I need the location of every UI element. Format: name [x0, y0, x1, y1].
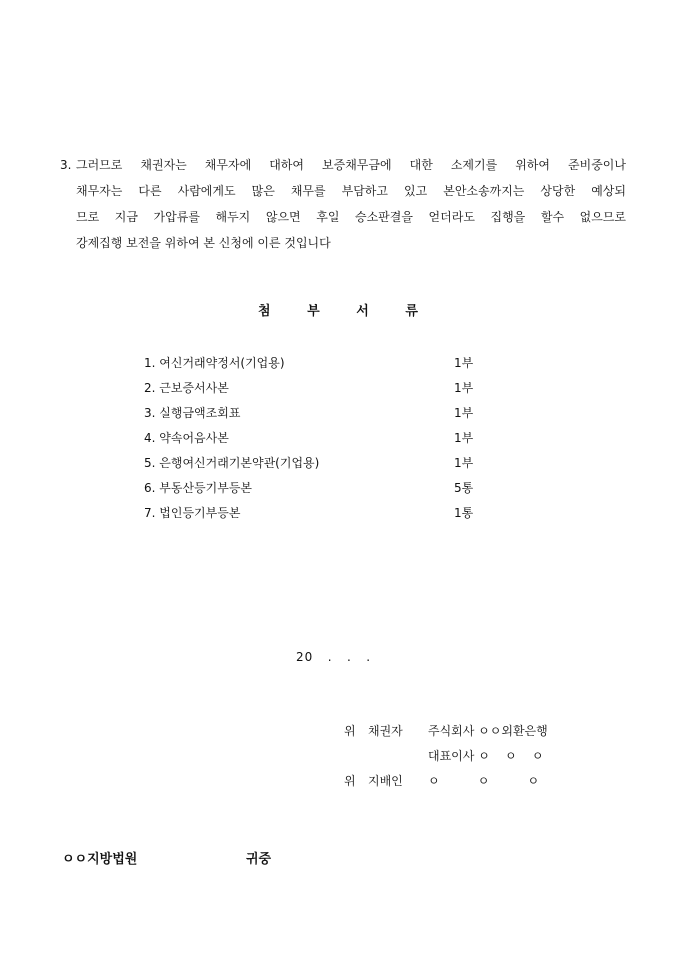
court-honorific: 귀중: [246, 852, 272, 867]
reason-line: [60, 178, 626, 204]
heading-char: 류: [405, 304, 418, 319]
attachment-name: 7. 법인등기부등본: [144, 506, 241, 520]
list-item: [144, 425, 484, 450]
attachments-list: [144, 350, 484, 525]
list-item: [144, 350, 484, 375]
creditor-label: 채권자: [368, 724, 403, 738]
signature-block: [344, 718, 548, 793]
list-item: [144, 475, 484, 500]
reason-line: [60, 230, 626, 256]
attachment-qty: 1통: [454, 506, 474, 520]
attachment-name: 4. 약속어음사본: [144, 431, 229, 445]
list-item: [144, 500, 484, 525]
attachment-name: 1. 여신거래약정서(기업용): [144, 356, 285, 370]
list-item: [144, 450, 484, 475]
heading-char: 부: [307, 304, 320, 319]
reason-text: 채무자는 다른 사람에게도 많은 채무를 부담하고 있고 본안소송까지는 상당한 예상되: [76, 184, 626, 198]
creditor-name: 주식회사 ㅇㅇ외환은행: [428, 724, 548, 738]
debtor-label: 지배인: [368, 774, 403, 788]
attachments-heading: [258, 300, 418, 319]
attachment-qty: 1부: [454, 356, 474, 370]
attachment-qty: 1부: [454, 456, 474, 470]
court-name: ㅇㅇ지방법원: [62, 852, 138, 867]
attachment-qty: 5통: [454, 481, 474, 495]
filing-date: 20 . . .: [296, 650, 372, 664]
reason-text: 므로 지금 가압류를 해두지 않으면 후일 승소판결을 얻더라도 집행을 할수 없으므로: [76, 210, 626, 224]
court-addressee: [62, 848, 272, 867]
reason-number: 3.: [60, 158, 72, 172]
representative-label: 대표이사: [428, 749, 475, 763]
attachment-name: 3. 실행금액조회표: [144, 406, 241, 420]
creditor-row: [344, 718, 548, 743]
debtor-prefix: 위: [344, 774, 356, 788]
reason-line: [60, 152, 626, 178]
attachment-name: 2. 근보증서사본: [144, 381, 229, 395]
reason-line: [60, 204, 626, 230]
attachment-name: 5. 은행여신거래기본약관(기업용): [144, 456, 320, 470]
representative-name: ㅇ ㅇ ㅇ: [478, 749, 544, 763]
attachment-qty: 1부: [454, 431, 474, 445]
heading-char: 첨: [258, 304, 271, 319]
list-item: [144, 400, 484, 425]
attachment-qty: 1부: [454, 406, 474, 420]
debtor-row: [344, 768, 548, 793]
list-item: [144, 375, 484, 400]
creditor-prefix: 위: [344, 724, 356, 738]
reason-paragraph: [60, 152, 626, 256]
heading-char: 서: [356, 304, 369, 319]
reason-text: 그러므로 채권자는 채무자에 대하여 보증채무금에 대한 소제기를 위하여 준비중이나: [76, 158, 626, 172]
attachment-name: 6. 부동산등기부등본: [144, 481, 253, 495]
debtor-name: ㅇ ㅇ ㅇ: [428, 774, 540, 788]
attachment-qty: 1부: [454, 381, 474, 395]
reason-text: 강제집행 보전을 위하여 본 신청에 이른 것입니다: [76, 236, 331, 250]
representative-row: [344, 743, 548, 768]
